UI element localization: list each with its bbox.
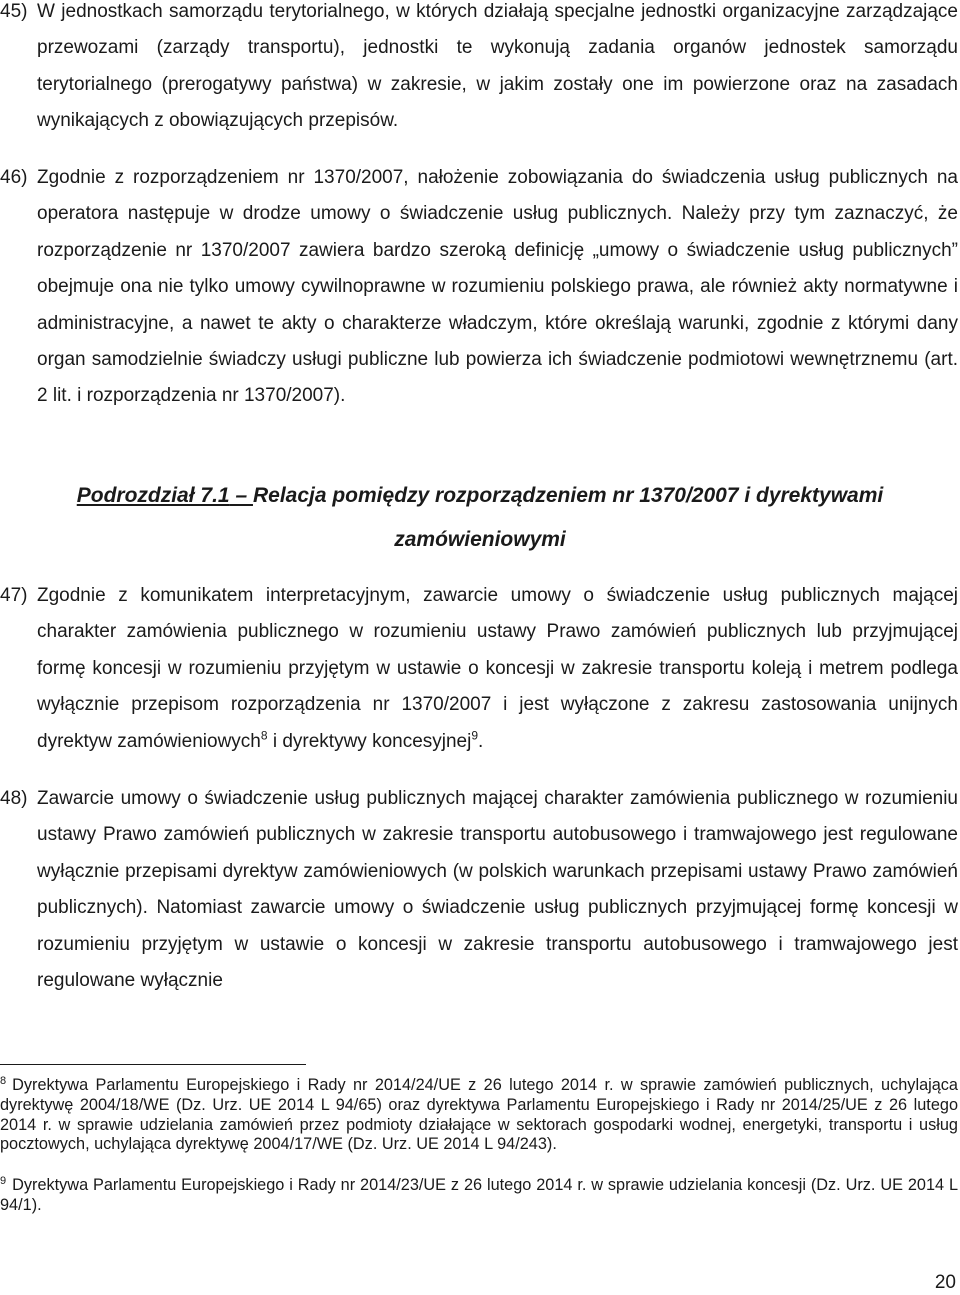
paragraph-47 xyxy=(0,578,958,760)
heading-title: Relacja pomiędzy rozporządzeniem nr 1370/2007 i dyrektywami zamówieniowymi xyxy=(252,484,884,551)
paragraph-48 xyxy=(0,781,958,999)
paragraph-text xyxy=(37,578,958,760)
paragraph-number: 45) xyxy=(0,1,28,22)
paragraph-text-part: Zgodnie z komunikatem interpretacyjnym, zawarcie umowy o świadczenie usług publicznych mającej charakter zamówienia publicznego w rozumieniu ustawy Prawo zamówień publicznych lub przyjmującej formę koncesji w rozumieniu przyjętym w ustawie o koncesji w zakresie transportu koleją i metrem podlega wyłącznie przepisom rozporządzenia nr 1370/2007 i jest wyłączone z zakresu zastosowania unijnych dyrektyw zamówieniowych xyxy=(37,585,958,752)
paragraph-text: W jednostkach samorządu terytorialnego, w których działają specjalne jednostki organizacyjne zarządzające przewozami (zarządy transportu), jednostki te wykonują zadania organów jednostek samorządu terytorialnego (prerogatywy państwa) w zakresie, w jakim zostały one im powierzone oraz na zasadach wynikających z obowiązujących przepisów. xyxy=(37,1,958,132)
paragraph-text-part: . xyxy=(478,730,484,752)
page-number: 20 xyxy=(934,1272,956,1293)
footnote-8 xyxy=(0,1076,958,1155)
paragraph-text: Zgodnie z rozporządzeniem nr 1370/2007, nałożenie zobowiązania do świadczenia usług publicznych na operatora następuje w drodze umowy o świadczenie usług publicznych. Należy przy tym zaznaczyć, że rozporządzenie nr 1370/2007 zawiera bardzo szeroką definicję „umowy o świadczenie usług publicznych” obejmuje ona nie tylko umowy cywilnoprawne w rozumieniu polskiego prawa, ale również akty normatywne i administracyjne, a nawet te akty o charakterze władczym, które określają warunki, zgodnie z którymi dany organ samodzielnie świadczy usługi publiczne lub powierza ich świadczenie podmiotowi wewnętrznemu (art. 2 lit. i rozporządzenia nr 1370/2007). xyxy=(37,167,958,407)
paragraph-text: Zawarcie umowy o świadczenie usług publicznych mającej charakter zamówienia publicznego w rozumieniu ustawy Prawo zamówień publicznych w zakresie transportu autobusowego i tramwajowego jest regulowane wyłącznie przepisami dyrektyw zamówieniowych (w polskich warunkach przepisami ustawy Prawo zamówień publicznych). Natomiast zawarcie umowy o świadczenie usług publicznych przyjmującej formę koncesji w rozumieniu przyjętym w ustawie o koncesji w zakresie transportu autobusowego i tramwajowego jest regulowane wyłącznie xyxy=(37,788,958,992)
section-heading xyxy=(30,474,930,562)
paragraph-number: 47) xyxy=(0,585,28,606)
footnote-ref-9[interactable]: 9 xyxy=(471,728,479,743)
paragraph-text-part: i dyrektywy koncesyjnej xyxy=(267,730,472,752)
heading-prefix: Podrozdział 7.1 xyxy=(76,484,230,507)
paragraph-number: 46) xyxy=(0,167,28,188)
paragraph-number: 48) xyxy=(0,788,28,809)
paragraph-46 xyxy=(0,160,958,415)
footnote-9 xyxy=(0,1176,958,1216)
footnote-number: 8 xyxy=(0,1074,7,1087)
paragraph-45 xyxy=(0,0,958,140)
footnote-separator xyxy=(0,1064,306,1065)
footnote-text: Dyrektywa Parlamentu Europejskiego i Rady nr 2014/24/UE z 26 lutego 2014 r. w sprawie zamówień publicznych, uchylająca dyrektywę 2004/18/WE (Dz. Urz. UE 2014 L 94/65) oraz dyrektywa Parlamentu Europejskiego i Rady nr 2014/25/UE z 26 lutego 2014 r. w sprawie udzielania zamówień przez podmioty działające w sektorach gospodarki wodnej, energetyki, transportu i usług pocztowych, uchylająca dyrektywę 2004/17/WE (Dz. Urz. UE 2014 L 94/243). xyxy=(0,1076,958,1154)
heading-dash: – xyxy=(229,484,253,507)
footnote-ref-8[interactable]: 8 xyxy=(260,728,268,743)
footnote-text: Dyrektywa Parlamentu Europejskiego i Rady nr 2014/23/UE z 26 lutego 2014 r. w sprawie udzielania koncesji (Dz. Urz. UE 2014 L 94/1). xyxy=(0,1176,958,1214)
footnote-number: 9 xyxy=(0,1174,7,1187)
